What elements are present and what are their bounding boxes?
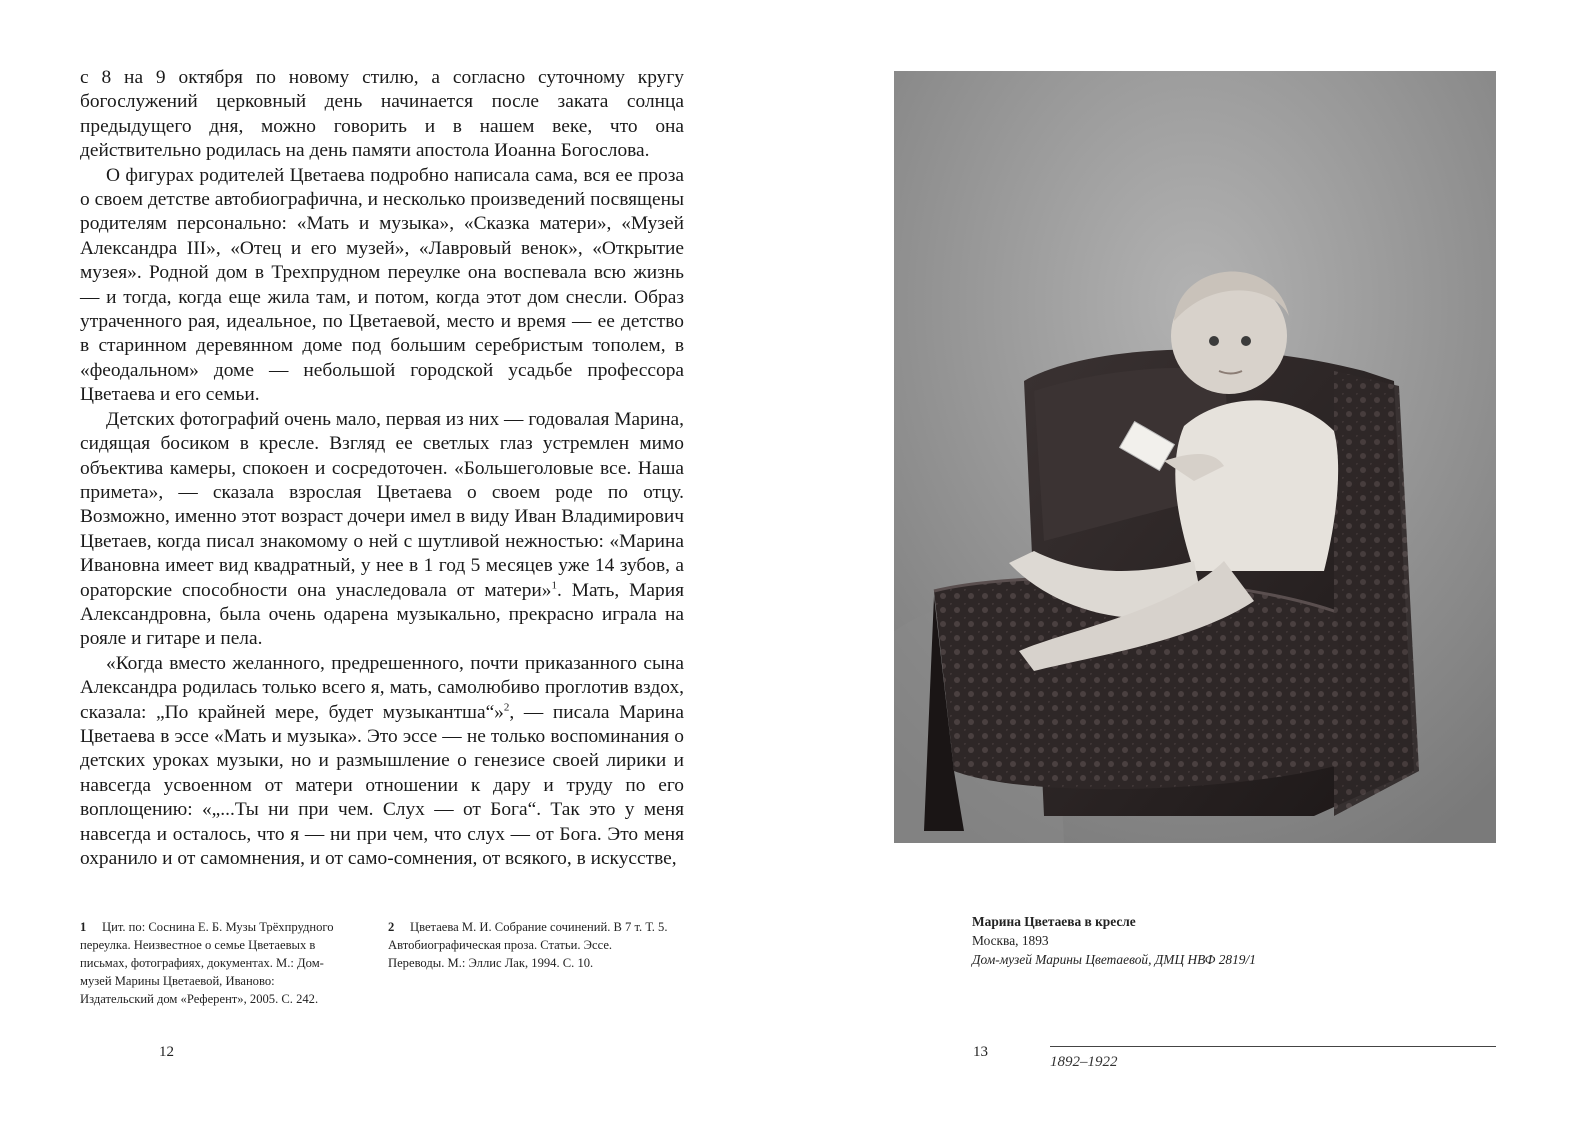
page-number-right: 13 (973, 1044, 988, 1060)
paragraph-4-tail: , — писала Марина Цветаева в эссе «Мать и музыка». Это эссе — (80, 701, 685, 747)
caption-place-date: Москва, 1893 (972, 933, 1049, 948)
caption-title: Марина Цветаева в кресле (972, 914, 1136, 929)
footnote-number: 1 (80, 920, 87, 934)
child-dress (1175, 400, 1338, 571)
right-page (792, 0, 1585, 1142)
footnote-ref-2[interactable]: 2 (503, 701, 510, 714)
footnote-ref-1[interactable]: 1 (551, 579, 557, 592)
footnote-text: Цветаева М. И. Собрание сочинений. В 7 т. Т. 5. Автобиографическая проза. Статьи. Эссе. Переводы. М.: Эллис Лак, 1994. С. 10. (388, 920, 668, 970)
paragraph-4-text: «Когда вместо желанного, предрешенного, почти приказанного сына Александра родилась только всего я, мать, самолюбиво проглотив вздох, сказала: „По крайней мере, будет музыкантша“» (80, 652, 684, 723)
paragraph-3-tail: . Мать, Мария Александровна, была очень одарена музыкально, прекрасно играла на рояле и гитаре и пела. (80, 579, 684, 650)
paragraph-4 (80, 652, 684, 872)
caption-source: Дом-музей Марины Цветаевой, ДМЦ НВФ 2819/1 (972, 952, 1256, 967)
photo-caption (972, 912, 1392, 969)
paragraph-3 (80, 408, 684, 652)
body-text (80, 66, 684, 871)
photograph (894, 71, 1496, 843)
paragraph-2: О фигурах родителей Цветаева подробно написала сама, вся ее проза о своем детстве автобиографична, и несколько произведений посвящены родителям персонально: «Мать и музыка», «Сказка матери», «Музей Александра III», «Отец и его музей», «Лавровый венок», «Открытие музея». Родной дом в Трехпрудном переулке она воспевала всю жизнь — и тогда, когда еще жила там, и потом, когда этот дом снесли. Образ утраченного рая, идеальное, по Цветаевой, место и время — ее детство в старинном деревянном доме под большим серебристым тополем, в «феодальном» доме — небольшой городской усадьбе профессора Цветаева и его семьи. (80, 164, 684, 406)
footnote-number: 2 (388, 920, 395, 934)
paragraph-4-continued: не только воспоминания о детских уроках музыки, но и размышление о генезисе своей лирики и навсегда усвоенном от матери отношении к дару и труду по его воплощению: «„...Ты ни при чем. Слух — от Бога“. Так это у меня навсегда и осталось, что я — ни при чем, что слух — от Бога. Это меня охранило и от самомнения, и от само-сомнения, от всякого, в искусстве, (80, 725, 684, 869)
page-number-left: 12 (159, 1044, 174, 1060)
photo-illustration (894, 71, 1496, 843)
footnote-1 (80, 918, 350, 1008)
footnote-2 (388, 918, 668, 972)
paragraph-3-text: Детских фотографий очень мало, первая из них — годовалая Марина, сидящая босиком в кресле. Взгляд ее светлых глаз устремлен мимо объектива камеры, спокоен и сосредоточен. «Большеголовые все. Наша примета», — сказала взрослая Цветаева о своем роде по отцу. Возможно, именно этот возраст дочери имел в виду Иван Владимирович Цветаев, когда писал знакомому о ней с шутливой нежностью: «Марина Ивановна имеет вид квадратный, у нее в 1 год 5 месяцев уже 14 зубов, а ораторские способности она унаследовала от матери» (80, 408, 684, 601)
running-head: 1892–1922 (1050, 1054, 1118, 1070)
running-head-rule (1050, 1046, 1496, 1047)
footnote-text: Цит. по: Соснина Е. Б. Музы Трёхпрудного переулка. Неизвестное о семье Цветаевых в письмах, фотографиях, документах. М.: Дом-музей Марины Цветаевой, Иваново: Издательский дом «Референт», 2005. С. 242. (80, 920, 334, 1006)
left-page (0, 0, 792, 1142)
paragraph-1: с 8 на 9 октября по новому стилю, а согласно суточному кругу богослужений церковный день начинается после заката солнца предыдущего дня, можно говорить и в нашем веке, что она действительно родилась на день памяти апостола Иоанна Богослова. (80, 67, 684, 162)
